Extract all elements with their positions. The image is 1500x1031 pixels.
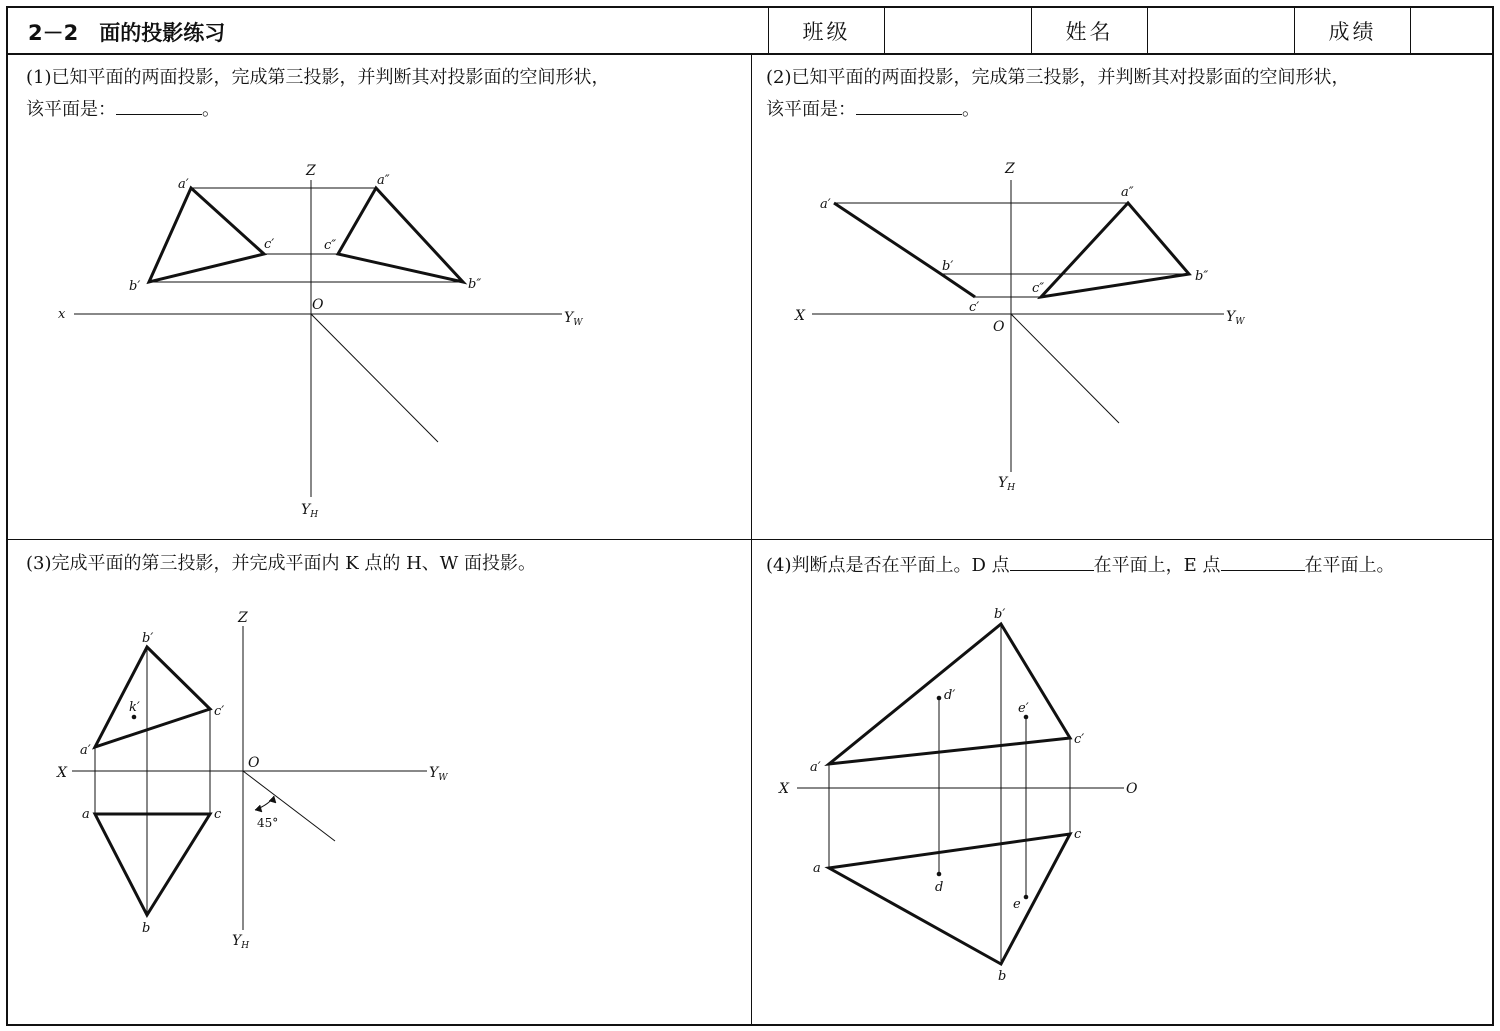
q1-label-b2: b″ <box>468 277 482 292</box>
q3-prompt: (3)完成平面的第三投影，并完成平面内 K 点的 H、W 面投影。 <box>26 553 537 574</box>
q2-label-b1: b′ <box>942 259 954 274</box>
q2-label-x: X <box>795 308 805 324</box>
q3-point-k <box>132 715 137 720</box>
q3-label-x: X <box>57 765 67 781</box>
q4-label-x: X <box>779 781 789 797</box>
q4-label-e: e <box>1013 897 1021 912</box>
q1-label-c1: c′ <box>264 237 275 252</box>
q1-label-a2: a″ <box>377 173 390 188</box>
q3-label-yw: $Y_W$ <box>429 765 448 783</box>
q4-label-d1: d′ <box>944 688 956 703</box>
q4-label-b1: b′ <box>994 607 1006 622</box>
q1-line1: (1)已知平面的两面投影，完成第三投影，并判断其对投影面的空间形状， <box>26 67 610 88</box>
score-label: 成绩 <box>1294 8 1410 53</box>
q3-label-yh: $Y_H$ <box>232 933 250 951</box>
q4-label-e1: e′ <box>1018 701 1029 716</box>
q3-top-triangle <box>95 814 210 915</box>
q1-label-b1: b′ <box>129 279 141 294</box>
q2-label-a2: a″ <box>1121 185 1134 200</box>
q1-label-yw: $Y_W$ <box>564 310 583 328</box>
q3-label-k1: k′ <box>129 700 140 715</box>
q4-label-a1: a′ <box>810 760 821 775</box>
q4-point-e <box>1024 895 1029 900</box>
q4-prompt: (4)判断点是否在平面上。D 点 在平面上，E 点 在平面上。 <box>766 550 1395 582</box>
name-label: 姓名 <box>1031 8 1147 53</box>
q3-label-a: a <box>82 807 90 822</box>
q2-label-b2: b″ <box>1195 269 1209 284</box>
q3-drawing <box>72 626 427 930</box>
q1-side-triangle <box>338 188 463 282</box>
q2-label-o: O <box>993 319 1005 335</box>
q3-label-o: O <box>248 755 260 771</box>
q3-label-z: Z <box>238 610 248 626</box>
worksheet <box>6 6 1494 1026</box>
q3-label-a1: a′ <box>80 743 91 758</box>
q2-45-line <box>1011 314 1119 423</box>
q2-line1: (2)已知平面的两面投影，完成第三投影，并判断其对投影面的空间形状， <box>766 67 1350 88</box>
q2-label-yw: $Y_W$ <box>1226 309 1245 327</box>
q1-label-o: O <box>312 297 324 313</box>
q1-line2: 该平面是： 。 <box>26 94 610 126</box>
q2-line2: 该平面是： 。 <box>766 94 1350 126</box>
q1-label-z: Z <box>306 163 316 179</box>
q4-label-d: d <box>935 880 944 895</box>
q4-top-triangle <box>829 834 1070 964</box>
q1-label-a1: a′ <box>178 177 189 192</box>
q4-label-c: c <box>1074 827 1082 842</box>
q1-label-x: x <box>58 307 66 322</box>
q2-side-triangle <box>1041 203 1189 297</box>
page-title: 2－2 面的投影练习 <box>28 21 226 45</box>
q2-drawing <box>812 180 1224 472</box>
q2-label-c1: c′ <box>969 300 980 315</box>
q2-label-c2: c″ <box>1032 281 1045 296</box>
q4-drawing <box>797 624 1124 964</box>
q3-label-b1: b′ <box>142 631 154 646</box>
q4-label-a: a <box>813 861 821 876</box>
q3-label-angle: 45° <box>257 816 279 830</box>
q3-front-triangle <box>95 647 210 747</box>
q2-label-yh: $Y_H$ <box>998 475 1016 493</box>
q3-label-c1: c′ <box>214 704 225 719</box>
drawings <box>8 8 1492 1024</box>
q1-front-triangle <box>149 188 264 282</box>
q3-45-line <box>243 771 335 841</box>
q2-front-edge <box>834 203 975 297</box>
q2-label-z: Z <box>1005 161 1015 177</box>
q4-label-c1: c′ <box>1074 732 1085 747</box>
q4-label-o: O <box>1126 781 1138 797</box>
q4-label-b: b <box>998 969 1007 984</box>
q1-label-yh: $Y_H$ <box>301 502 319 520</box>
class-label: 班级 <box>768 8 884 53</box>
q2-label-a1: a′ <box>820 197 831 212</box>
q4-point-d <box>937 872 942 877</box>
q1-label-c2: c″ <box>324 238 337 253</box>
q4-point-d1 <box>937 696 942 701</box>
q3-label-b: b <box>142 921 151 936</box>
q1-45-line <box>311 314 438 442</box>
q3-label-c: c <box>214 807 222 822</box>
q1-drawing <box>74 180 562 497</box>
